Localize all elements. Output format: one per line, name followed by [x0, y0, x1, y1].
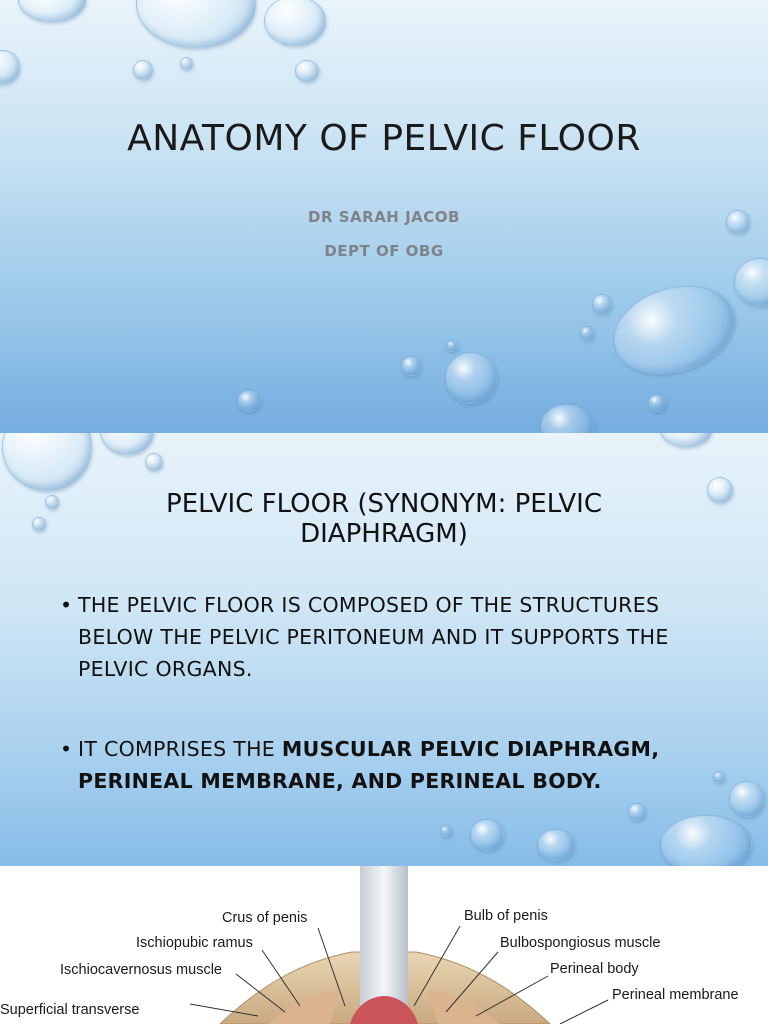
label-bulb-of-penis: Bulb of penis — [464, 908, 548, 924]
bullet-text-bold: MUSCULAR PELVIC DIAPHRAGM, PERINEAL MEMBRANE, AND PERINEAL BODY. — [78, 737, 660, 793]
water-droplet-icon — [540, 404, 594, 433]
label-ischiopubic-ramus: Ischiopubic ramus — [136, 935, 253, 951]
water-droplet-icon — [401, 356, 421, 376]
water-droplet-icon — [2, 433, 92, 491]
bullet-icon: • — [60, 737, 73, 761]
water-droplet-icon — [145, 453, 163, 471]
water-droplet-icon — [136, 0, 256, 48]
water-droplet-icon — [707, 477, 733, 503]
water-droplet-icon — [445, 352, 497, 404]
water-droplet-icon — [648, 394, 666, 412]
water-droplet-icon — [32, 517, 46, 531]
water-droplet-icon — [470, 819, 504, 851]
water-droplet-icon — [580, 326, 594, 340]
water-droplet-icon — [295, 60, 319, 82]
bullet-text: THE PELVIC FLOOR IS COMPOSED OF THE STRUCTURES BELOW THE PELVIC PERITONEUM AND IT SUPPORTS THE PELVIC ORGANS. — [78, 593, 669, 681]
department-name: DEPT OF OBG — [324, 242, 444, 260]
slide-title: ANATOMY OF PELVIC FLOOR — [127, 118, 641, 159]
water-droplet-icon — [729, 781, 765, 817]
label-bulbospongiosus-muscle: Bulbospongiosus muscle — [500, 935, 661, 951]
water-droplet-icon — [446, 340, 458, 352]
slide-title: PELVIC FLOOR (SYNONYM: PELVIC DIAPHRAGM) — [166, 489, 602, 549]
title-slide — [0, 0, 768, 433]
water-droplet-icon — [660, 433, 712, 447]
water-droplet-icon — [602, 271, 746, 389]
label-perineal-body: Perineal body — [550, 961, 639, 977]
water-droplet-icon — [440, 825, 452, 837]
label-ischiocavernosus-muscle: Ischiocavernosus muscle — [60, 962, 222, 978]
label-superficial-transverse: Superficial transverse — [0, 1002, 140, 1018]
leader-line — [560, 1000, 608, 1024]
bullet-item — [60, 733, 710, 797]
water-droplet-icon — [537, 829, 575, 861]
water-droplet-icon — [264, 0, 326, 46]
water-droplet-icon — [592, 294, 612, 314]
water-droplet-icon — [734, 258, 768, 306]
anatomy-figure-slide — [0, 866, 768, 1024]
water-droplet-icon — [18, 0, 86, 22]
water-droplet-icon — [180, 57, 193, 70]
water-droplet-icon — [237, 390, 261, 412]
author-name: DR SARAH JACOB — [308, 208, 460, 226]
water-droplet-icon — [100, 433, 154, 455]
bullet-text — [60, 733, 710, 797]
content-slide — [0, 433, 768, 866]
bullet-icon: • — [60, 593, 73, 617]
water-droplet-icon — [45, 495, 59, 509]
water-droplet-icon — [628, 803, 646, 821]
bullet-item — [60, 589, 710, 685]
label-perineal-membrane: Perineal membrane — [612, 987, 739, 1003]
water-droplet-icon — [660, 815, 752, 866]
water-droplet-icon — [713, 771, 725, 783]
water-droplet-icon — [0, 50, 20, 84]
water-droplet-icon — [133, 60, 153, 80]
label-crus-of-penis: Crus of penis — [222, 910, 308, 926]
bullet-text-prefix: IT COMPRISES THE — [78, 737, 282, 761]
penis-shaft — [360, 866, 408, 1012]
